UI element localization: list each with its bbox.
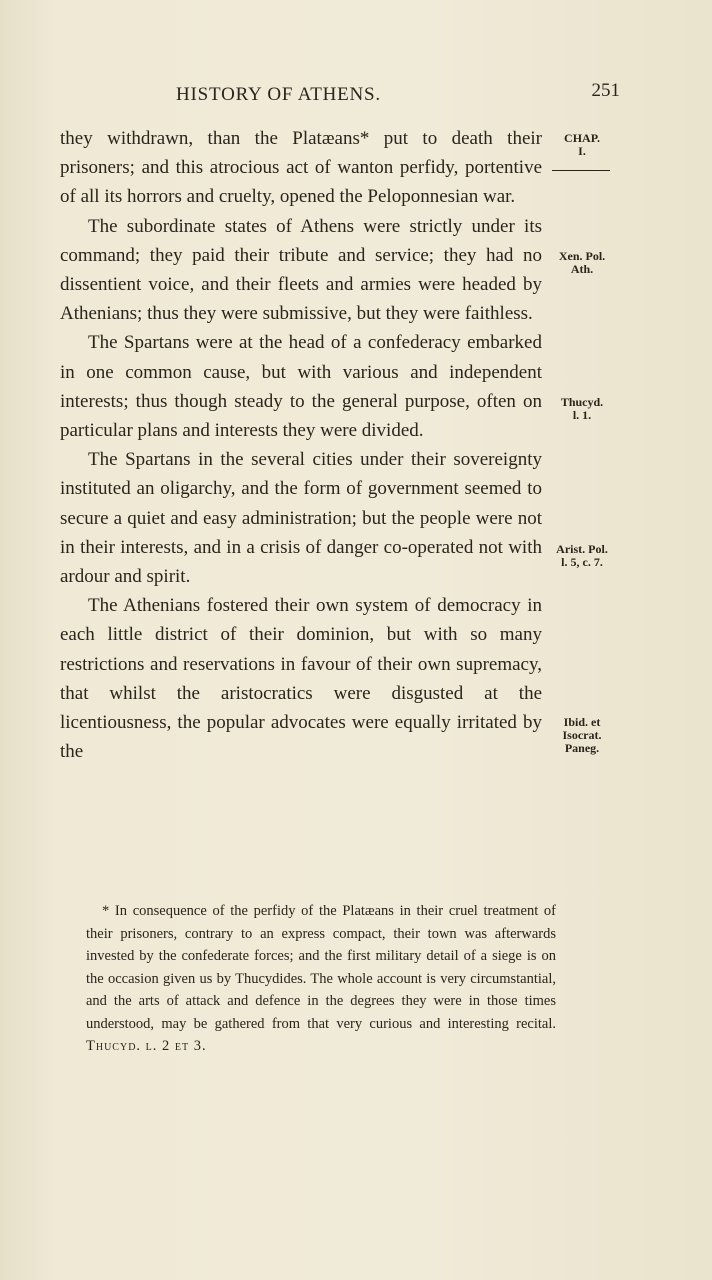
margin-note-thucyd-line1: Thucyd. [560,395,604,409]
margin-note-ibid-line3: Paneg. [564,741,600,755]
paragraph-4: The Spartans in the several cities under their sovereignty instituted an oligarchy, and the form of government seemed to secure a quiet and easy administration; but the people were not in their interests, and in a crisis of danger co-operated not with ardour and spirit. [60,449,542,588]
body-text [60,124,542,766]
chapter-label: CHAP. [564,131,600,145]
running-title: HISTORY OF ATHENS. [176,84,381,105]
footnote-text: * In consequence of the perfidy of the Platæans in their cruel treatment of their prisoners, contrary to an express compact, their town was afterwards invested by the confederate forces; and the first military detail of a siege is on the occasion given us by Thucydides. The whole account is very circumstantial, and the arts of attack and defence in the degrees they were in those times understood, may be gathered from that very curious and interesting recital. [86,903,556,1032]
margin-note-xen-line1: Xen. Pol. [558,249,606,263]
margin-note-arist [552,543,612,569]
paragraph-5: The Athenians fostered their own system of democracy in each little district of their dominion, but with so many restrictions and reservations in favour of their own supremacy, that whilst the aristocratics were disgusted at the licentiousness, the popular advocates were equally irritated by the [60,595,542,763]
margin-note-ibid-line2: Isocrat. [562,728,602,742]
chapter-rule [552,170,610,171]
page-number: 251 [591,80,620,101]
margin-note-ibid-line1: Ibid. et [563,715,601,729]
footnote-citation: Thucyd. l. 2 et 3. [86,1038,207,1054]
margin-note-thucyd-line2: l. 1. [572,408,592,422]
margin-note-xen [552,250,612,276]
running-header [60,80,620,114]
margin-note-arist-line1: Arist. Pol. [556,542,608,556]
margin-note-xen-line2: Ath. [570,262,594,276]
margin-note-arist-line2: l. 5, c. 7. [561,555,603,569]
paragraph-3: The Spartans were at the head of a confederacy embarked in one common cause, but with various and independent interests; thus though steady to the general purpose, often on particular plans and interests they were divided. [60,332,542,442]
paragraph-1: they withdrawn, than the Platæans* put to death their prisoners; and this atrocious act of wanton perfidy, portentive of all its horrors and cruelty, opened the Peloponnesian war. [60,128,542,208]
footnote [86,900,556,1058]
margin-note-ibid [552,716,612,755]
paragraph-2: The subordinate states of Athens were strictly under its command; they paid their tribute and service; they had no dissentient voice, and their fleets and armies were headed by Athenians; thus they were submissive, but they were faithless. [60,215,542,325]
margin-note-chapter [552,132,612,171]
chapter-number: I. [578,144,586,158]
margin-note-thucyd [552,396,612,422]
